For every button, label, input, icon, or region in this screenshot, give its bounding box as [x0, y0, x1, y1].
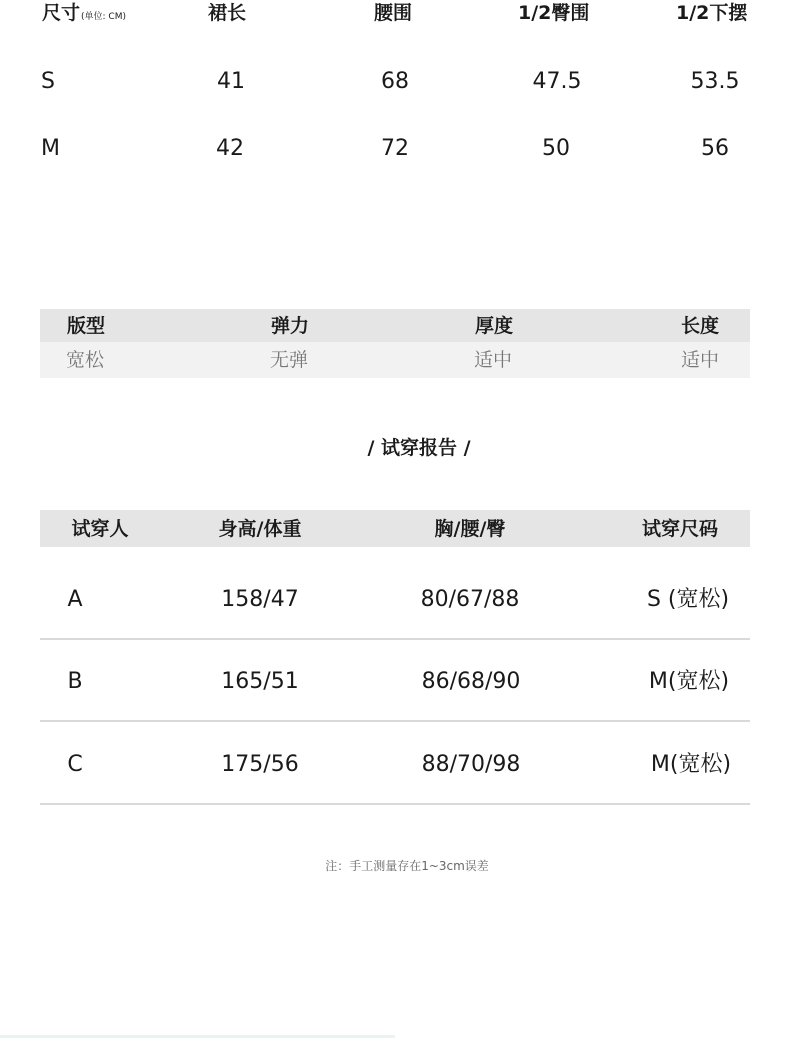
- row-divider: [40, 638, 750, 640]
- size-cell: 53.5: [690, 69, 740, 94]
- size-cell: 42: [216, 136, 244, 161]
- column-header-half-hem: 1/2下摆: [676, 2, 748, 24]
- size-cell: 50: [542, 136, 570, 161]
- feel-value-length: 适中: [681, 349, 720, 371]
- report-person: B: [67, 669, 83, 694]
- report-person: A: [67, 587, 83, 612]
- report-title: / 试穿报告 /: [367, 437, 471, 459]
- size-cell: 41: [217, 69, 245, 94]
- row-divider: [40, 720, 750, 722]
- feel-value-thickness: 适中: [474, 349, 513, 371]
- column-header-skirt-length: 裙长: [208, 2, 247, 24]
- report-size: M(宽松): [650, 752, 732, 777]
- report-header-measurements: 胸/腰/臀: [434, 518, 506, 540]
- row-divider: [40, 803, 750, 805]
- size-title-label: 尺寸: [42, 2, 81, 24]
- size-chart-title: [42, 0, 126, 26]
- report-size: M(宽松): [648, 669, 730, 694]
- feel-header-stretch: 弹力: [271, 315, 310, 337]
- unit-note: (单位: CM): [81, 12, 126, 22]
- feel-header-thickness: 厚度: [475, 315, 514, 337]
- report-height-weight: 175/56: [221, 752, 299, 777]
- column-header-waist: 腰围: [374, 2, 413, 24]
- report-header-size: 试穿尺码: [641, 518, 718, 540]
- size-label: S: [41, 69, 55, 94]
- size-cell: 68: [381, 69, 409, 94]
- report-person: C: [67, 752, 83, 777]
- feel-value-stretch: 无弹: [270, 349, 309, 371]
- report-header-height-weight: 身高/体重: [218, 518, 302, 540]
- feel-header-length: 长度: [681, 315, 720, 337]
- size-cell: 72: [381, 136, 409, 161]
- report-measurements: 86/68/90: [421, 669, 521, 694]
- report-height-weight: 165/51: [221, 669, 299, 694]
- feel-value-fit: 宽松: [66, 349, 105, 371]
- feel-header-fit: 版型: [67, 315, 106, 337]
- size-cell: 56: [701, 136, 729, 161]
- feel-value-row: [40, 342, 750, 378]
- feel-header-row: [40, 309, 750, 342]
- measurement-note: 注：手工测量存在1~3cm误差: [325, 859, 489, 873]
- report-size: S (宽松): [646, 587, 730, 612]
- report-measurements: 88/70/98: [421, 752, 521, 777]
- report-measurements: 80/67/88: [420, 587, 520, 612]
- column-header-half-hip: 1/2臀围: [518, 2, 590, 24]
- report-height-weight: 158/47: [221, 587, 299, 612]
- size-label: M: [41, 136, 60, 161]
- size-cell: 47.5: [532, 69, 582, 94]
- report-header-person: 试穿人: [71, 518, 129, 540]
